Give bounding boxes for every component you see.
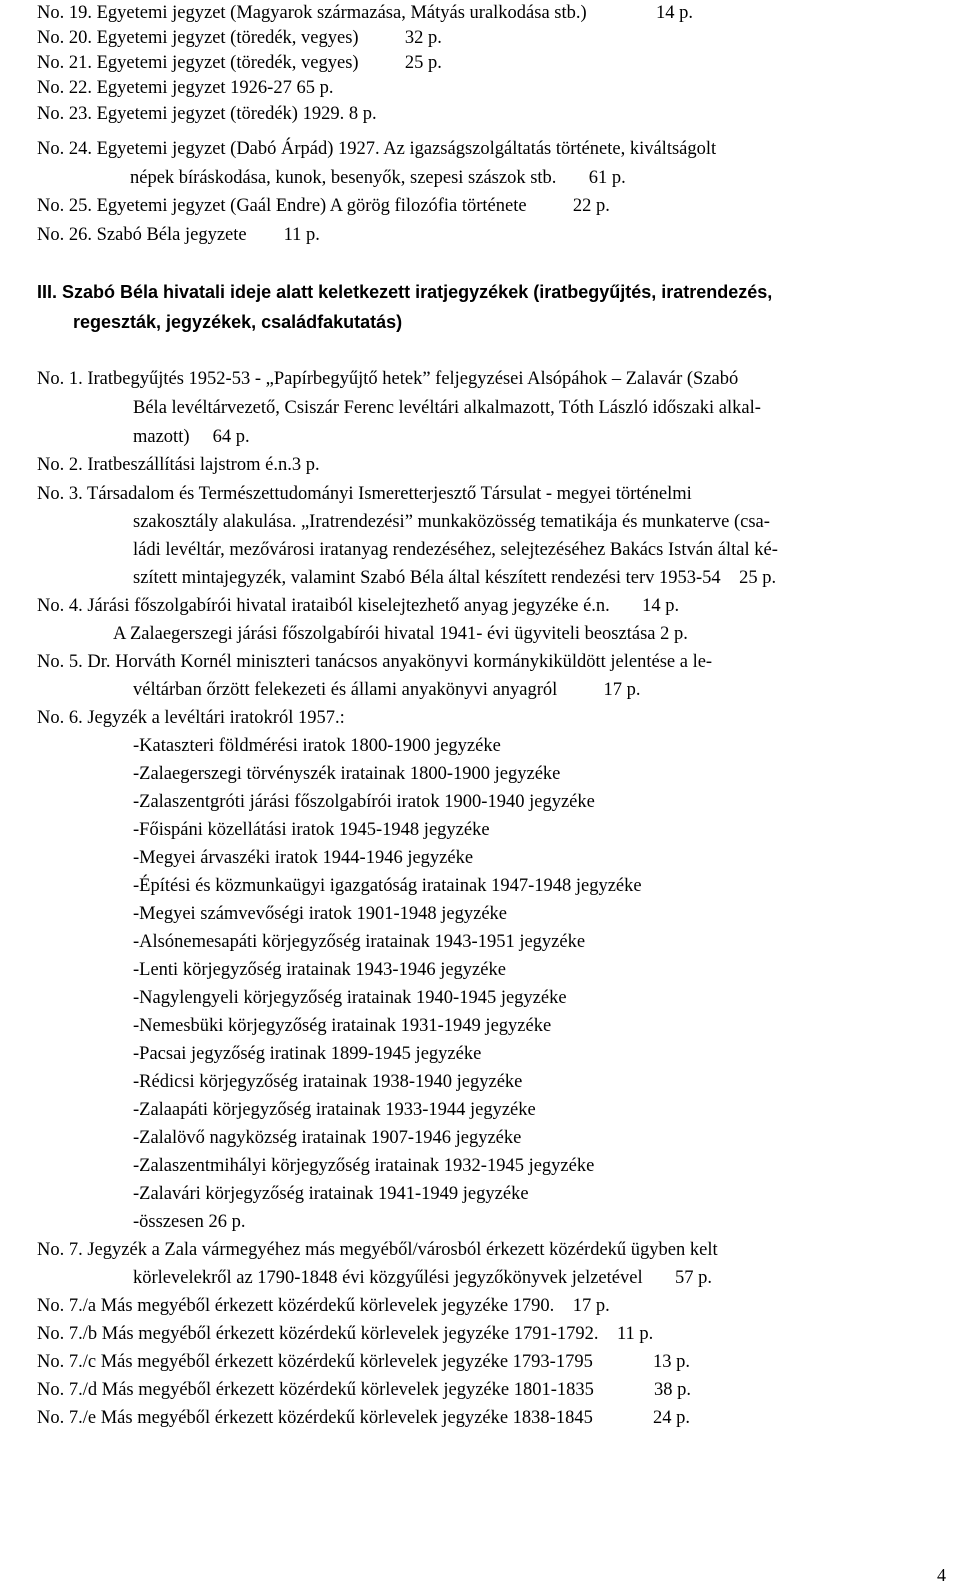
list-item: No. 2. Iratbeszállítási lajstrom é.n.3 p. [37,455,320,475]
sublist-item: -Zalaszentmihályi körjegyzőség iratainak 1932-1945 jegyzéke [133,1156,595,1176]
list-item-continuation: szakosztály alakulása. „Iratrendezési” munkaközösség tematikája és munkaterve (csa- [133,512,770,532]
list-item-continuation: Béla levéltárvezető, Csiszár Ferenc levéltári alkalmazott, Tóth László időszaki alkal- [133,398,761,418]
list-item: No. 22. Egyetemi jegyzet 1926-27 65 p. [37,78,334,98]
list-item: No. 25. Egyetemi jegyzet (Gaál Endre) A görög filozófia története 22 p. [37,196,610,216]
sublist-item: -Zalavári körjegyzőség iratainak 1941-1949 jegyzéke [133,1184,529,1204]
sublist-item: -Zalaszentgróti járási főszolgabírói iratok 1900-1940 jegyzéke [133,792,595,812]
list-item-continuation: körlevelekről az 1790-1848 évi közgyűlési jegyzőkönyvek jelzetével 57 p. [133,1268,712,1288]
sublist-item: -Zalalövő nagyközség iratainak 1907-1946 jegyzéke [133,1128,522,1148]
list-item-continuation: népek bíráskodása, kunok, besenyők, szepesi szászok stb. 61 p. [130,168,626,188]
sublist-item: -Alsónemesapáti körjegyzőség iratainak 1943-1951 jegyzéke [133,932,586,952]
list-item: No. 6. Jegyzék a levéltári iratokról 1957.: [37,708,345,728]
sublist-item: -Építési és közmunkaügyi igazgatóság iratainak 1947-1948 jegyzéke [133,876,642,896]
list-item: No. 20. Egyetemi jegyzet (töredék, vegyes) 32 p. [37,28,442,48]
sublist-item: -Kataszteri földmérési iratok 1800-1900 jegyzéke [133,736,501,756]
list-item-continuation: A Zalaegerszegi járási főszolgabírói hivatal 1941- évi ügyviteli beosztása 2 p. [113,624,688,644]
section-heading: III. Szabó Béla hivatali ideje alatt keletkezett iratjegyzékek (iratbegyűjtés, iratrendezés, [37,282,773,302]
sublist-item: -Zalaapáti körjegyzőség iratainak 1933-1944 jegyzéke [133,1100,536,1120]
sublist-item: -Nemesbüki körjegyzőség iratainak 1931-1949 jegyzéke [133,1016,552,1036]
list-item-continuation: ládi levéltár, mezővárosi iratanyag rendezéséhez, selejtezéséhez Bakács István által ké- [133,540,778,560]
sublist-item: -Főispáni közellátási iratok 1945-1948 jegyzéke [133,820,490,840]
list-item: No. 7./b Más megyéből érkezett közérdekű körlevelek jegyzéke 1791-1792. 11 p. [37,1324,654,1344]
list-item: No. 4. Járási főszolgabírói hivatal irataiból kiselejtezhető anyag jegyzéke é.n. 14 p. [37,596,680,616]
sublist-item: -Megyei számvevőségi iratok 1901-1948 jegyzéke [133,904,507,924]
list-item: No. 5. Dr. Horváth Kornél miniszteri tanácsos anyakönyvi kormánykiküldött jelentése a le- [37,652,713,672]
page-number: 4 [937,1565,946,1585]
sublist-item: -Megyei árvaszéki iratok 1944-1946 jegyzéke [133,848,474,868]
list-item: No. 23. Egyetemi jegyzet (töredék) 1929. 8 p. [37,104,377,124]
list-item: No. 24. Egyetemi jegyzet (Dabó Árpád) 1927. Az igazságszolgáltatás története, kiváltságolt [37,139,717,159]
sublist-item: -Zalaegerszegi törvényszék iratainak 1800-1900 jegyzéke [133,764,561,784]
list-item: No. 7. Jegyzék a Zala vármegyéhez más megyéből/városból érkezett közérdekű ügyben kelt [37,1240,718,1260]
list-item: No. 7./d Más megyéből érkezett közérdekű körlevelek jegyzéke 1801-1835 38 p. [37,1380,691,1400]
list-item: No. 26. Szabó Béla jegyzete 11 p. [37,225,320,245]
list-item: No. 21. Egyetemi jegyzet (töredék, vegyes) 25 p. [37,53,442,73]
list-item: No. 3. Társadalom és Természettudományi Ismeretterjesztő Társulat - megyei történelmi [37,484,692,504]
sublist-item: -Pacsai jegyzőség iratinak 1899-1945 jegyzéke [133,1044,482,1064]
section-heading-continuation: regeszták, jegyzékek, családfakutatás) [73,312,403,332]
list-item-continuation: véltárban őrzött felekezeti és állami anyakönyvi anyagról 17 p. [133,680,641,700]
list-item-continuation: mazott) 64 p. [133,427,250,447]
list-item: No. 19. Egyetemi jegyzet (Magyarok származása, Mátyás uralkodása stb.) 14 p. [37,3,694,23]
sublist-item: -összesen 26 p. [133,1212,246,1232]
list-item: No. 7./e Más megyéből érkezett közérdekű körlevelek jegyzéke 1838-1845 24 p. [37,1408,690,1428]
sublist-item: -Nagylengyeli körjegyzőség iratainak 1940-1945 jegyzéke [133,988,567,1008]
list-item: No. 1. Iratbegyűjtés 1952-53 - „Papírbegyűjtő hetek” feljegyzései Alsópáhok – Zalavár (Szabó [37,369,739,389]
list-item: No. 7./a Más megyéből érkezett közérdekű körlevelek jegyzéke 1790. 17 p. [37,1296,610,1316]
sublist-item: -Lenti körjegyzőség iratainak 1943-1946 jegyzéke [133,960,506,980]
sublist-item: -Rédicsi körjegyzőség iratainak 1938-1940 jegyzéke [133,1072,523,1092]
list-item: No. 7./c Más megyéből érkezett közérdekű körlevelek jegyzéke 1793-1795 13 p. [37,1352,690,1372]
list-item-continuation: szített mintajegyzék, valamint Szabó Béla által készített rendezési terv 1953-54 25 p. [133,568,777,588]
